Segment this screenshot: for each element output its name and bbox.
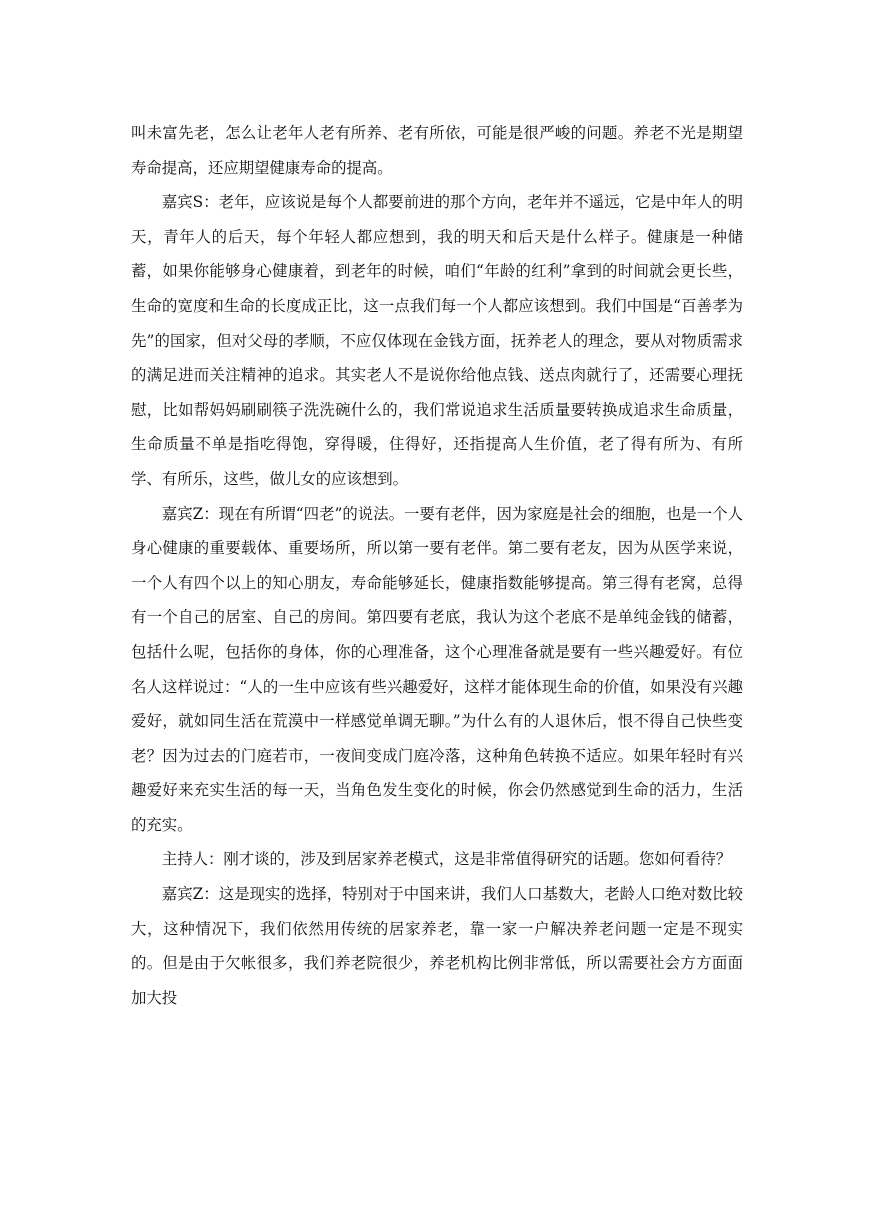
paragraph-continuation: 叫未富先老，怎么让老年人老有所养、老有所依，可能是很严峻的问题。养老不光是期望寿命提高，还应期望健康寿命的提高。	[131, 124, 743, 177]
paragraph-guest-z-home-care: 嘉宾Z：这是现实的选择，特别对于中国来讲，我们人口基数大，老龄人口绝对数比较大，这种情况下，我们依然用传统的居家养老，靠一家一户解决养老问题一定是不现实的。但是由于欠帐很多，我们养老院很少，养老机构比例非常低，所以需要社会方方面面加大投	[131, 885, 743, 1007]
paragraph-guest-z-four-olds: 嘉宾Z：现在有所谓“四老”的说法。一要有老伴，因为家庭是社会的细胞，也是一个人身心健康的重要载体、重要场所，所以第一要有老伴。第二要有老友，因为从医学来说，一个人有四个以上的知心朋友，寿命能够延长，健康指数能够提高。第三得有老窝，总得有一个自己的居室、自己的房间。第四要有老底，我认为这个老底不是单纯金钱的储蓄，包括什么呢，包括你的身体，你的心理准备，这个心理准备就是要有一些兴趣爱好。有位名人这样说过：“人的一生中应该有些兴趣爱好，这样才能体现生命的价值，如果没有兴趣爱好，就如同生活在荒漠中一样感觉单调无聊。”为什么有的人退休后，恨不得自己快些变老？因为过去的门庭若市，一夜间变成门庭冷落，这种角色转换不适应。如果年轻时有兴趣爱好来充实生活的每一天，当角色发生变化的时候，你会仍然感觉到生命的活力，生活的充实。	[131, 504, 743, 834]
document-body	[131, 116, 743, 1015]
paragraph-host-question: 主持人：刚才谈的，涉及到居家养老模式，这是非常值得研究的话题。您如何看待？	[161, 850, 732, 869]
paragraph-guest-s: 嘉宾S：老年，应该说是每个人都要前进的那个方向，老年并不遥远，它是中年人的明天，青年人的后天，每个年轻人都应想到，我的明天和后天是什么样子。健康是一种储蓄，如果你能够身心健康着，到老年的时候，咱们“年龄的红利”拿到的时间就会更长些，生命的宽度和生命的长度成正比，这一点我们每一个人都应该想到。我们中国是“百善孝为先”的国家，但对父母的孝顺，不应仅体现在金钱方面，抚养老人的理念，要从对物质需求的满足进而关注精神的追求。其实老人不是说你给他点钱、送点肉就行了，还需要心理抚慰，比如帮妈妈刷刷筷子洗洗碗什么的，我们常说追求生活质量要转换成追求生命质量，生命质量不单是指吃得饱，穿得暖，住得好，还指提高人生价值，老了得有所为、有所学、有所乐，这些，做儿女的应该想到。	[131, 193, 743, 488]
